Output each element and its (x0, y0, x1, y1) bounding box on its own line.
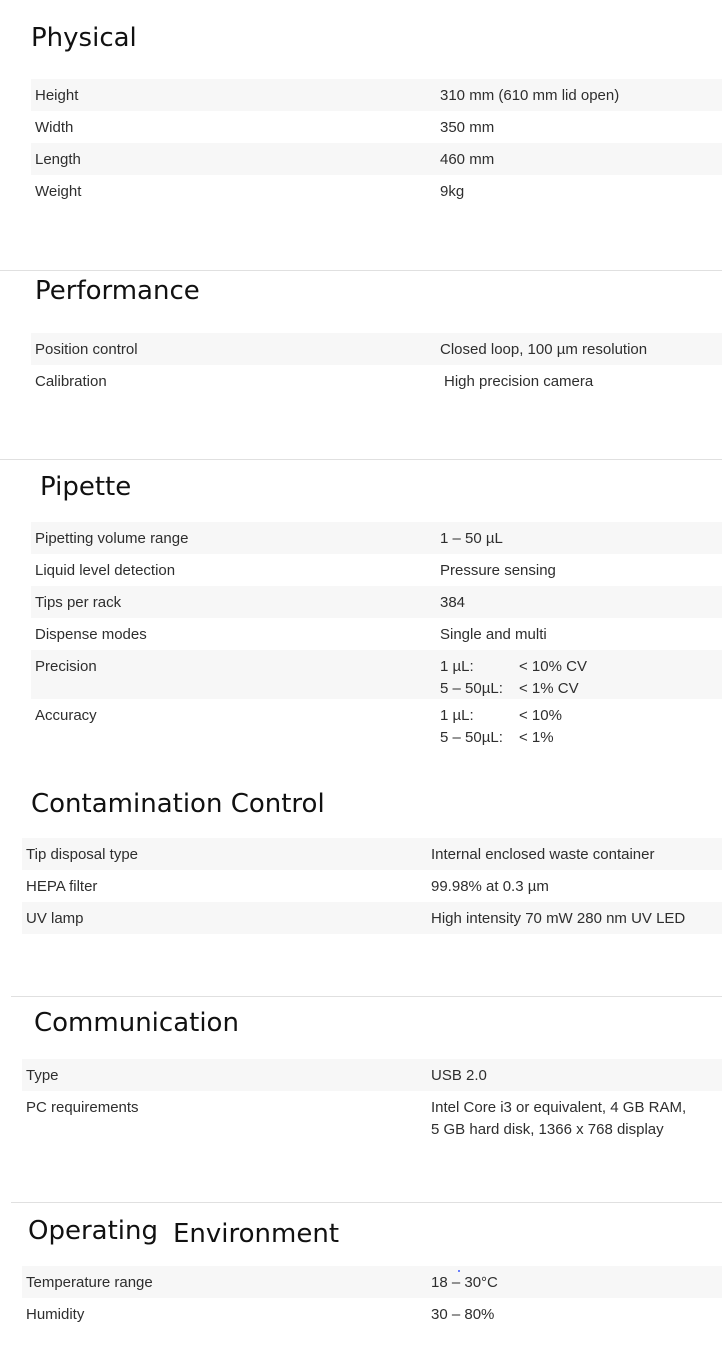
row-value-line: 5 GB hard disk, 1366 x 768 display (431, 1121, 664, 1138)
section-title-physical: Physical (31, 23, 137, 53)
row-label: Calibration (35, 373, 107, 390)
precision-values (440, 656, 640, 700)
row-value: 18 – 30°C (431, 1274, 498, 1291)
accuracy-value: < 10% (519, 707, 562, 724)
section-title-contamination-control: Contamination Control (31, 789, 325, 819)
row-value: USB 2.0 (431, 1067, 487, 1084)
table-row (22, 1091, 722, 1143)
table-row (31, 554, 722, 586)
table-row (22, 870, 722, 902)
section-divider (0, 270, 722, 271)
row-value: High precision camera (444, 373, 594, 390)
row-label: Accuracy (35, 707, 97, 724)
table-row (31, 333, 722, 365)
section-divider (0, 459, 722, 460)
row-label: Pipetting volume range (35, 530, 189, 547)
row-label: Tips per rack (35, 594, 122, 611)
table-row (22, 902, 722, 934)
row-value: Closed loop, 100 µm resolution (440, 341, 648, 358)
volume-label: 1 µL: (440, 658, 474, 675)
row-value: 350 mm (440, 119, 495, 136)
stray-mark (458, 1270, 460, 1272)
row-value: Pressure sensing (440, 562, 556, 579)
table-row (31, 143, 722, 175)
row-label: Type (26, 1067, 59, 1084)
table-row (22, 1266, 722, 1298)
row-value: 460 mm (440, 151, 495, 168)
section-title-pipette: Pipette (40, 472, 132, 502)
section-title-communication: Communication (34, 1008, 239, 1038)
precision-value: < 1% CV (519, 680, 579, 697)
row-label: Precision (35, 658, 97, 675)
table-row (31, 586, 722, 618)
row-label: Dispense modes (35, 626, 147, 643)
section-title-part: Environment (173, 1219, 340, 1249)
row-value: Internal enclosed waste container (431, 846, 655, 863)
table-row (31, 522, 722, 554)
row-value: 1 – 50 µL (440, 530, 503, 547)
row-label: PC requirements (26, 1099, 139, 1116)
row-value: 384 (440, 594, 466, 611)
table-row (22, 1298, 722, 1330)
row-value: High intensity 70 mW 280 nm UV LED (431, 910, 686, 927)
table-row (31, 618, 722, 650)
row-label: Liquid level detection (35, 562, 176, 579)
table-row (31, 365, 722, 397)
table-row (31, 175, 722, 207)
accuracy-values (440, 705, 640, 749)
row-label: HEPA filter (26, 878, 98, 895)
row-label: Width (35, 119, 74, 136)
volume-label: 5 – 50µL: (440, 729, 503, 746)
volume-label: 1 µL: (440, 707, 474, 724)
section-title-part: Operating (28, 1216, 158, 1246)
table-row (31, 650, 722, 699)
row-value: 30 – 80% (431, 1306, 495, 1323)
section-title-performance: Performance (35, 276, 200, 306)
row-label: Temperature range (26, 1274, 153, 1291)
accuracy-value: < 1% (519, 729, 554, 746)
section-divider (11, 996, 722, 997)
precision-value: < 10% CV (519, 658, 587, 675)
section-divider (11, 1202, 722, 1203)
row-label: Height (35, 87, 79, 104)
row-value: 310 mm (610 mm lid open) (440, 87, 620, 104)
row-label: Humidity (26, 1306, 85, 1323)
table-row (22, 838, 722, 870)
table-row (31, 79, 722, 111)
row-label: Weight (35, 183, 82, 200)
row-label: UV lamp (26, 910, 84, 927)
row-value: Single and multi (440, 626, 547, 643)
table-row (22, 1059, 722, 1091)
table-row (31, 699, 722, 749)
row-value: 99.98% at 0.3 µm (431, 878, 549, 895)
row-label: Position control (35, 341, 138, 358)
row-label: Length (35, 151, 81, 168)
volume-label: 5 – 50µL: (440, 680, 503, 697)
table-row (31, 111, 722, 143)
row-label: Tip disposal type (26, 846, 139, 863)
row-value: 9kg (440, 183, 465, 200)
row-value-line: Intel Core i3 or equivalent, 4 GB RAM, (431, 1099, 687, 1116)
